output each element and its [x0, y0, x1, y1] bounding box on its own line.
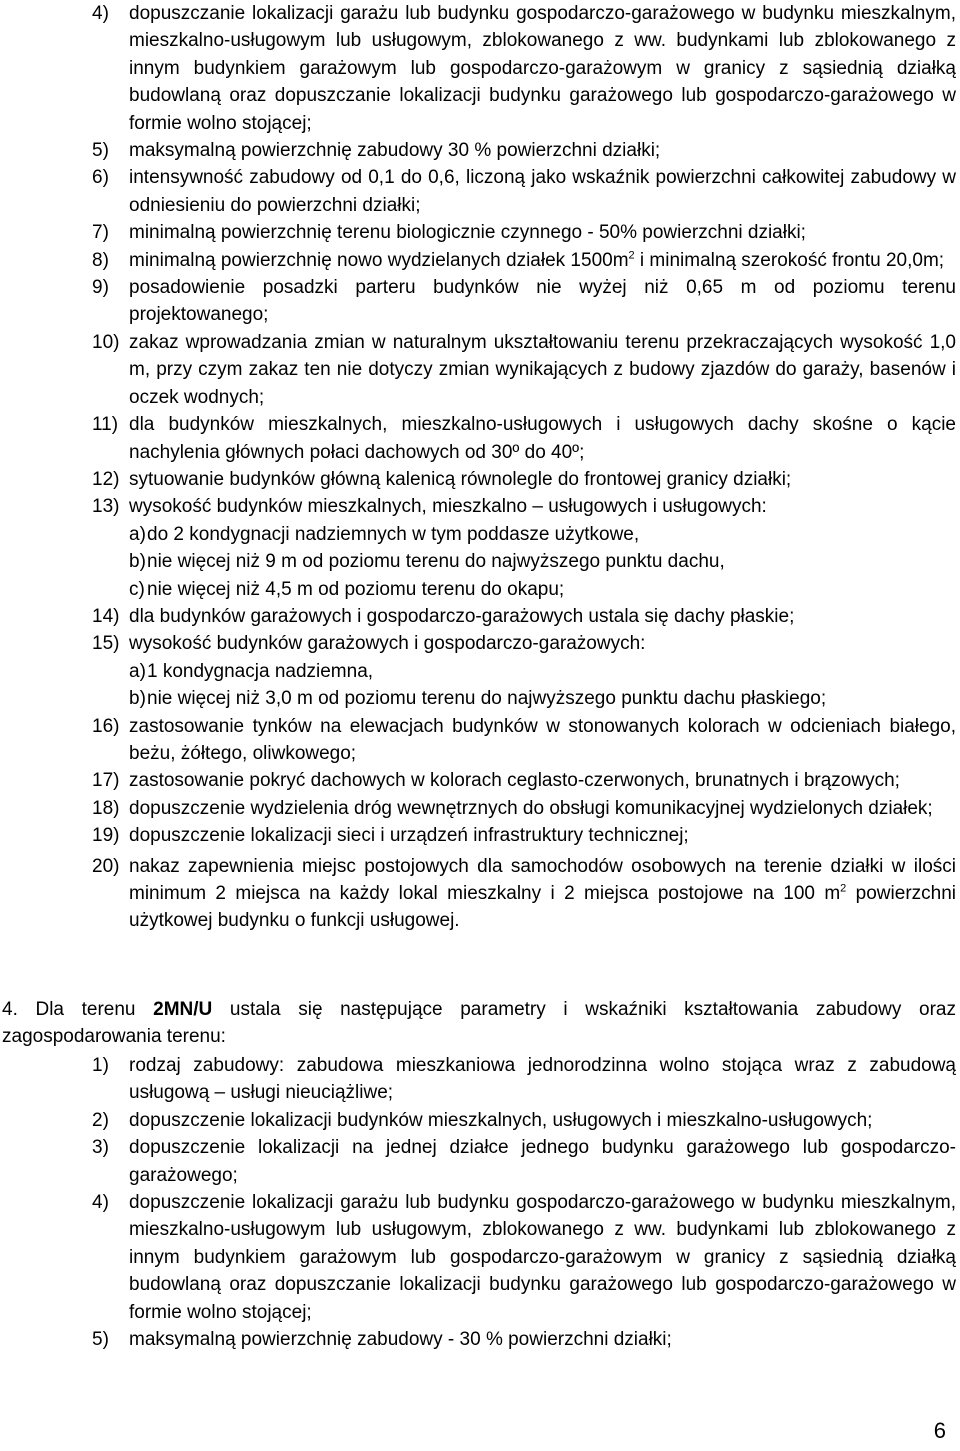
list-item-text: maksymalną powierzchnię zabudowy - 30 % powierzchni działki;	[129, 1329, 672, 1351]
list-item-number: 15)	[92, 633, 120, 655]
sub-item-text: 1 kondygnacja nadziemna,	[147, 660, 374, 682]
sub-item-letter: b)	[129, 688, 146, 710]
sub-item-letter: b)	[129, 551, 146, 573]
list-item-number: 2)	[92, 1109, 109, 1131]
list-item	[92, 603, 956, 630]
list-item-text: posadowienie posadzki parteru budynków nie wyżej niż 0,65 m od poziomu terenu projektowanego;	[129, 277, 956, 326]
list-item-number: 10)	[92, 331, 120, 353]
list-item	[92, 630, 956, 657]
list-item-text: dopuszczenie lokalizacji sieci i urządzeń infrastruktury technicznej;	[129, 825, 689, 847]
list-item-text: dopuszczenie wydzielenia dróg wewnętrznych do obsługi komunikacyjnej wydzielonych działek;	[129, 797, 933, 819]
list-item	[92, 767, 956, 794]
list-item-number: 17)	[92, 770, 120, 792]
list-item-number: 13)	[92, 496, 120, 518]
list-item-number: 5)	[92, 1329, 109, 1351]
list-item-number: 12)	[92, 468, 120, 490]
sub-item-text: nie więcej niż 3,0 m od poziomu terenu do najwyższego punktu dachu płaskiego;	[147, 688, 827, 710]
parameters-list-1mn	[92, 0, 956, 935]
page-number: 6	[933, 1418, 946, 1443]
list-item	[92, 1052, 956, 1107]
text-part: nakaz zapewnienia miejsc postojowych dla samochodów osobowych na terenie działki w ilości minimum 2 miejsca na każdy lokal mieszkalny i 2 miejsca postojowe na 100 m	[129, 855, 956, 904]
parameters-list-2mnu	[92, 1052, 956, 1353]
list-item	[92, 219, 956, 246]
sub-list-item	[129, 576, 956, 603]
list-item-text	[129, 853, 956, 935]
sub-item-text: do 2 kondygnacji nadziemnych w tym poddasze użytkowe,	[147, 523, 640, 545]
list-item-text: sytuowanie budynków główną kalenicą równolegle do frontowej granicy działki;	[129, 468, 792, 490]
text-part: minimalną powierzchnię nowo wydzielanych działek 1500m	[129, 249, 629, 271]
list-item	[92, 493, 956, 520]
list-item-number: 16)	[92, 715, 120, 737]
sub-list-item	[129, 548, 956, 575]
sub-list	[92, 521, 956, 603]
list-item	[92, 274, 956, 329]
list-item-text: zakaz wprowadzania zmian w naturalnym ukształtowaniu terenu przekraczających wysokość 1,0 m, przy czym zakaz ten nie dotyczy zmian wynikających z budowy zjazdów do garaży, basenów i oczek wodnych;	[129, 331, 956, 408]
list-item-text: dopuszczanie lokalizacji garażu lub budynku gospodarczo-garażowego w budynku mieszkalnym, mieszkalno-usługowym lub usługowym, zblokowanego z ww. budynkami lub zblokowanego z innym budynkiem garażowym lub gospodarczo-garażowym w granicy z sąsiednią działką budowlaną oraz dopuszczanie lokalizacji budynku garażowego lub gospodarczo-garażowego w formie wolno stojącej;	[129, 3, 956, 134]
list-item	[92, 1326, 956, 1353]
list-item	[92, 853, 956, 935]
sub-list	[92, 658, 956, 713]
list-item-text	[129, 247, 956, 274]
sub-item-text: nie więcej niż 4,5 m od poziomu terenu do okapu;	[147, 578, 565, 600]
list-item-text: zastosowanie tynków na elewacjach budynków w stonowanych kolorach w odcieniach białego, beżu, żółtego, oliwkowego;	[129, 715, 956, 764]
list-item-text: intensywność zabudowy od 0,1 do 0,6, liczoną jako wskaźnik powierzchni całkowitej zabudowy w odniesieniu do powierzchni działki;	[129, 167, 956, 216]
list-item	[92, 329, 956, 411]
list-item-number: 4)	[92, 1192, 109, 1214]
list-item-text: dla budynków garażowych i gospodarczo-garażowych ustala się dachy płaskie;	[129, 605, 795, 627]
list-item-text: maksymalną powierzchnię zabudowy 30 % powierzchni działki;	[129, 140, 661, 162]
zone-code: 2MN/U	[153, 999, 213, 1020]
list-item	[92, 713, 956, 768]
list-item-number: 11)	[92, 414, 119, 436]
sub-list-item	[129, 685, 956, 712]
text-part: powierzchni użytkowej budynku o funkcji usługowej.	[129, 883, 957, 932]
list-item-number: 5)	[92, 140, 109, 162]
section-text-after: ustala się następujące parametry i wskaźniki kształtowania zabudowy oraz zagospodarowania terenu:	[2, 999, 956, 1048]
list-item-text: dopuszczenie lokalizacji garażu lub budynku gospodarczo-garażowego w budynku mieszkalnym, mieszkalno-usługowym lub usługowym, zblokowanego z ww. budynkami lub zblokowanego z innym budynkiem garażowym lub gospodarczo-garażowym w granicy z sąsiednią działką budowlaną oraz dopuszczanie lokalizacji budynku garażowego lub gospodarczo-garażowego w formie wolno stojącej;	[129, 1192, 956, 1323]
list-item	[92, 137, 956, 164]
superscript: 2	[840, 882, 847, 895]
list-item	[92, 466, 956, 493]
list-item	[92, 1134, 956, 1189]
section-4-heading	[2, 996, 956, 1051]
list-item-text: dla budynków mieszkalnych, mieszkalno-usługowych i usługowych dachy skośne o kącie nachylenia głównych połaci dachowych od 30º do 40º;	[129, 414, 956, 463]
list-item-number: 4)	[92, 3, 109, 24]
list-item-text: minimalną powierzchnię terenu biologicznie czynnego - 50% powierzchni działki;	[129, 222, 806, 244]
list-item-text: rodzaj zabudowy: zabudowa mieszkaniowa jednorodzinna wolno stojąca wraz z zabudową usługową – usługi nieuciążliwe;	[129, 1055, 956, 1104]
list-item-number: 7)	[92, 222, 109, 244]
sub-item-letter: c)	[129, 578, 145, 600]
list-item-number: 9)	[92, 277, 109, 299]
list-item	[92, 411, 956, 466]
list-item-text: zastosowanie pokryć dachowych w kolorach ceglasto-czerwonych, brunatnych i brązowych;	[129, 770, 900, 792]
list-item-number: 3)	[92, 1137, 109, 1159]
list-item-number: 6)	[92, 167, 109, 189]
list-item	[92, 247, 956, 274]
sub-item-text: nie więcej niż 9 m od poziomu terenu do najwyższego punktu dachu,	[147, 551, 725, 573]
list-item-number: 18)	[92, 797, 120, 819]
text-part: i minimalną szerokość frontu 20,0m;	[634, 249, 945, 271]
sub-list-item	[129, 521, 956, 548]
superscript: 2	[628, 249, 635, 262]
list-item-text: dopuszczenie lokalizacji na jednej działce jednego budynku garażowego lub gospodarczo-garażowego;	[129, 1137, 956, 1186]
section-text-before: Dla terenu	[17, 999, 154, 1020]
list-item-number: 20)	[92, 855, 120, 877]
list-item	[92, 795, 956, 822]
list-item	[92, 822, 956, 849]
list-item	[92, 164, 956, 219]
list-item-text: wysokość budynków garażowych i gospodarczo-garażowych:	[129, 633, 646, 655]
list-item-number: 8)	[92, 249, 109, 271]
list-item-text: wysokość budynków mieszkalnych, mieszkalno – usługowych i usługowych:	[129, 496, 767, 518]
sub-list-item	[129, 658, 956, 685]
list-item-number: 14)	[92, 605, 120, 627]
list-item	[92, 1189, 956, 1326]
list-item	[92, 1107, 956, 1134]
list-item-number: 1)	[92, 1055, 109, 1076]
list-item-text: dopuszczenie lokalizacji budynków mieszkalnych, usługowych i mieszkalno-usługowych;	[129, 1109, 873, 1131]
sub-item-letter: a)	[129, 660, 146, 682]
section-number: 4.	[2, 999, 18, 1020]
list-item	[92, 0, 956, 137]
sub-item-letter: a)	[129, 523, 146, 545]
list-item-number: 19)	[92, 825, 120, 847]
